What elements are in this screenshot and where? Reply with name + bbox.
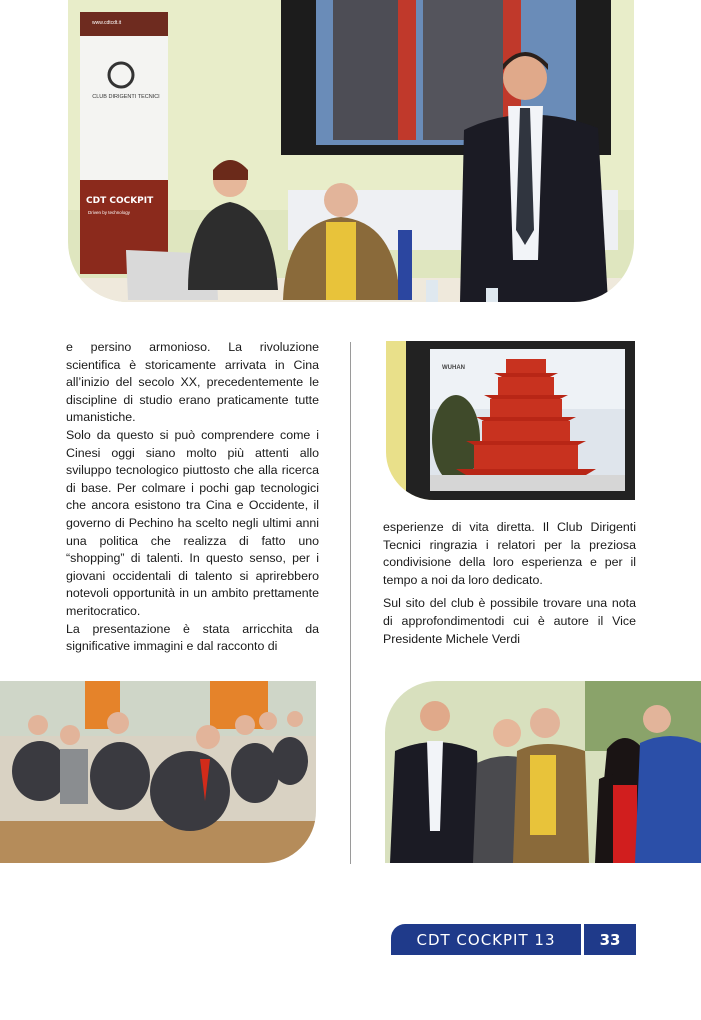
paragraph: esperienze di vita diretta. Il Club Dirigenti Tecnici ringrazia i relatori per la preziosa condivisione della loro esperienza e per il tempo a noi da loro dedicato. <box>383 520 636 587</box>
magazine-title: CDT COCKPIT 13 <box>391 924 581 955</box>
page-number: 33 <box>584 924 636 955</box>
text-column-left <box>66 339 319 656</box>
audience-photo <box>0 681 316 863</box>
paragraph: La presentazione è stata arricchita da significative immagini e dal racconto di <box>66 621 319 654</box>
page-footer <box>391 924 636 955</box>
banner-title: CLUB DIRIGENTI TECNICI <box>92 94 160 100</box>
banner-tagline: Driven by technology <box>88 210 131 215</box>
group-photo <box>385 681 701 863</box>
paragraph: Sul sito del club è possibile trovare una nota di approfondimentodi cui è autore il Vice Presidente Michele Verdi <box>383 596 636 646</box>
slide-photo <box>386 341 635 500</box>
slide-caption: WUHAN <box>442 365 465 371</box>
paragraph: e persino armonioso. La rivoluzione scientifica è storicamente arrivata in Cina all’inizio del secolo XX, precedentemente le discipline di studio erano praticamente tutte umanistiche. <box>66 340 319 425</box>
banner-brand: CDT COCKPIT <box>86 196 154 206</box>
top-photo <box>68 0 634 302</box>
text-column-right <box>383 519 636 648</box>
paragraph: Solo da questo si può comprendere come i Cinesi oggi siano molto più attenti allo sviluppo tecnologico piuttosto che alla ricerca di base. Per colmare i pochi gap tecnologici che ancora esistono tra Cina e Occidente, il governo di Pechino ha scelto negli ultimi anni una politica che realizza di fatto uno “shopping” di talenti. In questo senso, per i giovani occidentali di talento si aprirebbero notevoli opportunità in un ambito prettamente meritocratico. <box>66 427 319 618</box>
banner-url: www.cdtcdt.it <box>92 20 122 26</box>
column-divider <box>350 342 351 864</box>
